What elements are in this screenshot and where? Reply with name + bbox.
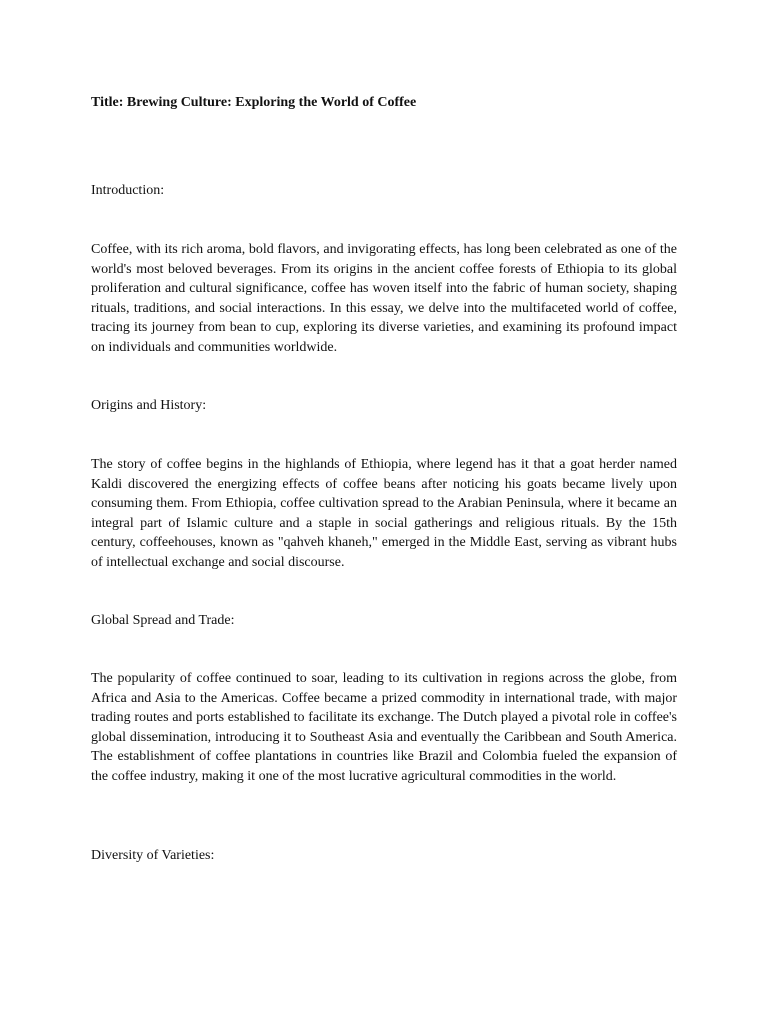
section-paragraph-introduction: Coffee, with its rich aroma, bold flavors, and invigorating effects, has long been celebrated as one of the world's most beloved beverages. From its origins in the ancient coffee forests of Ethiopia to its global proliferation and cultural significance, coffee has woven itself into the fabric of human society, shaping rituals, traditions, and social interactions. In this essay, we delve into the multifaceted world of coffee, tracing its journey from bean to cup, exploring its diverse varieties, and examining its profound impact on individuals and communities worldwide.: [91, 242, 677, 355]
section-heading-diversity: Diversity of Varieties:: [91, 848, 215, 863]
section-paragraph-origins: The story of coffee begins in the highlands of Ethiopia, where legend has it that a goat herder named Kaldi discovered the energizing effects of coffee beans after noticing his goats became lively upon consuming them. From Ethiopia, coffee cultivation spread to the Arabian Peninsula, where it became an integral part of Islamic culture and a staple in social gatherings and religious rituals. By the 15th century, coffeehouses, known as "qahveh khaneh," emerged in the Middle East, serving as vibrant hubs of intellectual exchange and social discourse.: [91, 457, 677, 570]
section-heading-global-spread: Global Spread and Trade:: [91, 613, 235, 628]
document-title: Title: Brewing Culture: Exploring the World of Coffee: [91, 95, 417, 110]
section-heading-origins: Origins and History:: [91, 398, 207, 413]
section-heading-introduction: Introduction:: [91, 183, 165, 198]
section-paragraph-global-spread: The popularity of coffee continued to soar, leading to its cultivation in regions across the globe, from Africa and Asia to the Americas. Coffee became a prized commodity in international trade, with major trading routes and ports established to facilitate its exchange. The Dutch played a pivotal role in coffee's global dissemination, introducing it to Southeast Asia and eventually the Caribbean and South America. The establishment of coffee plantations in countries like Brazil and Colombia fueled the expansion of the coffee industry, making it one of the most lucrative agricultural commodities in the world.: [91, 671, 677, 784]
